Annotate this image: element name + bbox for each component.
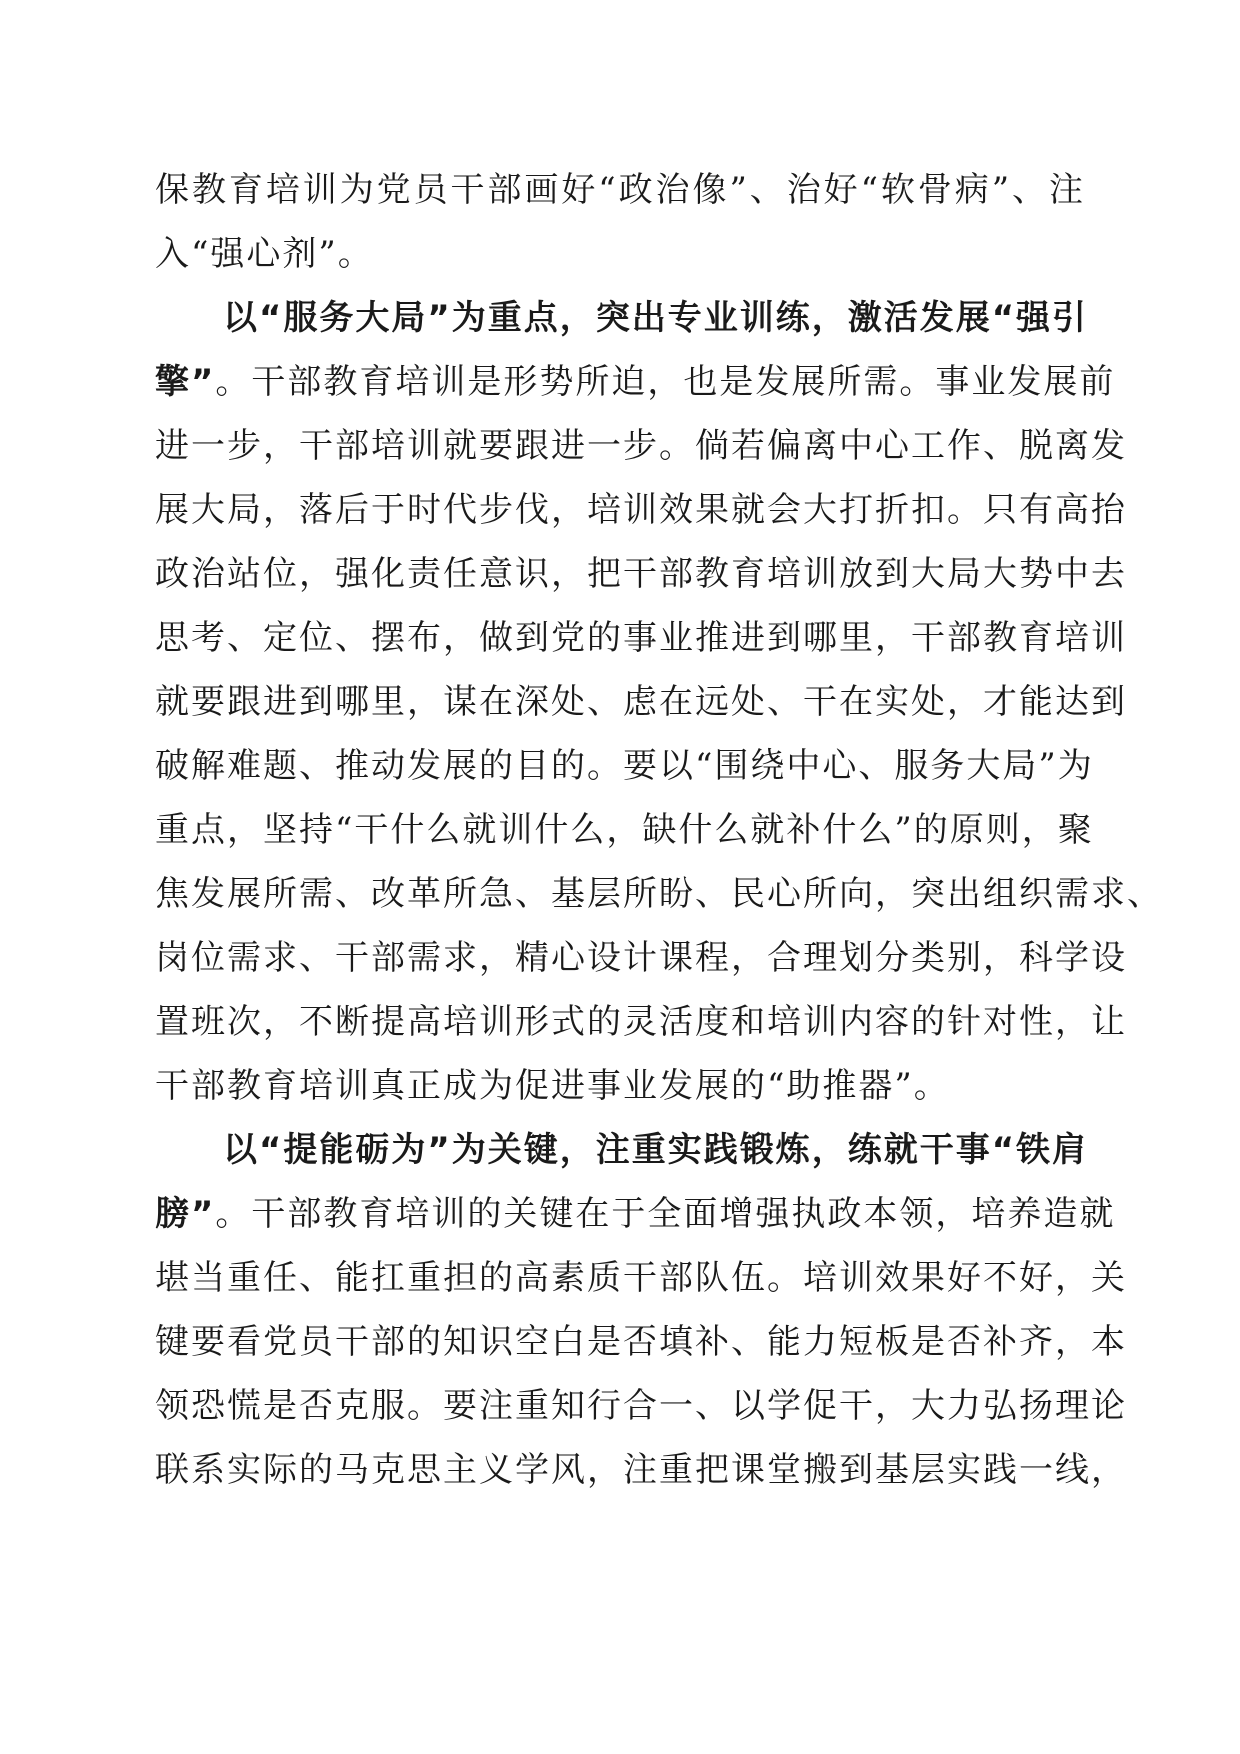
paragraph-2-line-5: 思考、定位、摆布，做到党的事业推进到哪里，干部教育培训 [155, 618, 1127, 658]
paragraph-2-line-10: 岗位需求、干部需求，精心设计课程，合理划分类别，科学设 [155, 938, 1127, 978]
paragraph-1-line-1: 保教育培训为党员干部画好“政治像”、治好“软骨病”、注 [155, 170, 1085, 210]
paragraph-3-line-5: 联系实际的马克思主义学风，注重把课堂搬到基层实践一线， [155, 1450, 1127, 1490]
paragraph-2-heading-end: 擎” [155, 362, 216, 402]
paragraph-2-heading-line [155, 286, 1089, 350]
paragraph-2-line-1-text: 。干部教育培训是形势所迫，也是发展所需。事业发展前 [215, 362, 1116, 402]
paragraph-2-line-6: 就要跟进到哪里，谋在深处、虑在远处、干在实处，才能达到 [155, 682, 1127, 722]
paragraph-3-heading-end: 膀” [155, 1194, 216, 1234]
paragraph-3-line-3: 键要看党员干部的知识空白是否填补、能力短板是否补齐，本 [155, 1322, 1127, 1362]
paragraph-2-line-4: 政治站位，强化责任意识，把干部教育培训放到大局大势中去 [155, 554, 1127, 594]
paragraph-2-line-11: 置班次，不断提高培训形式的灵活度和培训内容的针对性，让 [155, 1002, 1127, 1042]
paragraph-3-line-4: 领恐慌是否克服。要注重知行合一、以学促干，大力弘扬理论 [155, 1386, 1127, 1426]
paragraph-2-line-1 [155, 350, 1116, 414]
paragraph-3-heading: 以“提能砺为”为关键，注重实践锻炼，练就干事“铁肩 [223, 1130, 1089, 1170]
paragraph-2-heading: 以“服务大局”为重点，突出专业训练，激活发展“强引 [223, 298, 1089, 338]
paragraph-3-heading-line [155, 1118, 1089, 1182]
paragraph-1-line-2: 入“强心剂”。 [155, 234, 374, 274]
paragraph-2-line-2: 进一步，干部培训就要跟进一步。倘若偏离中心工作、脱离发 [155, 426, 1127, 466]
paragraph-2-line-9: 焦发展所需、改革所急、基层所盼、民心所向，突出组织需求、 [155, 874, 1163, 914]
paragraph-2-line-3: 展大局，落后于时代步伐，培训效果就会大打折扣。只有高抬 [155, 490, 1127, 530]
paragraph-2-line-8: 重点，坚持“干什么就训什么，缺什么就补什么”的原则，聚 [155, 810, 1094, 850]
paragraph-2-line-12: 干部教育培训真正成为促进事业发展的“助推器”。 [155, 1066, 950, 1106]
paragraph-3-line-1-text: 。干部教育培训的关键在于全面增强执政本领，培养造就 [215, 1194, 1116, 1234]
paragraph-3-line-1 [155, 1182, 1116, 1246]
paragraph-2-line-7: 破解难题、推动发展的目的。要以“围绕中心、服务大局”为 [155, 746, 1094, 786]
paragraph-3-line-2: 堪当重任、能扛重担的高素质干部队伍。培训效果好不好，关 [155, 1258, 1127, 1298]
